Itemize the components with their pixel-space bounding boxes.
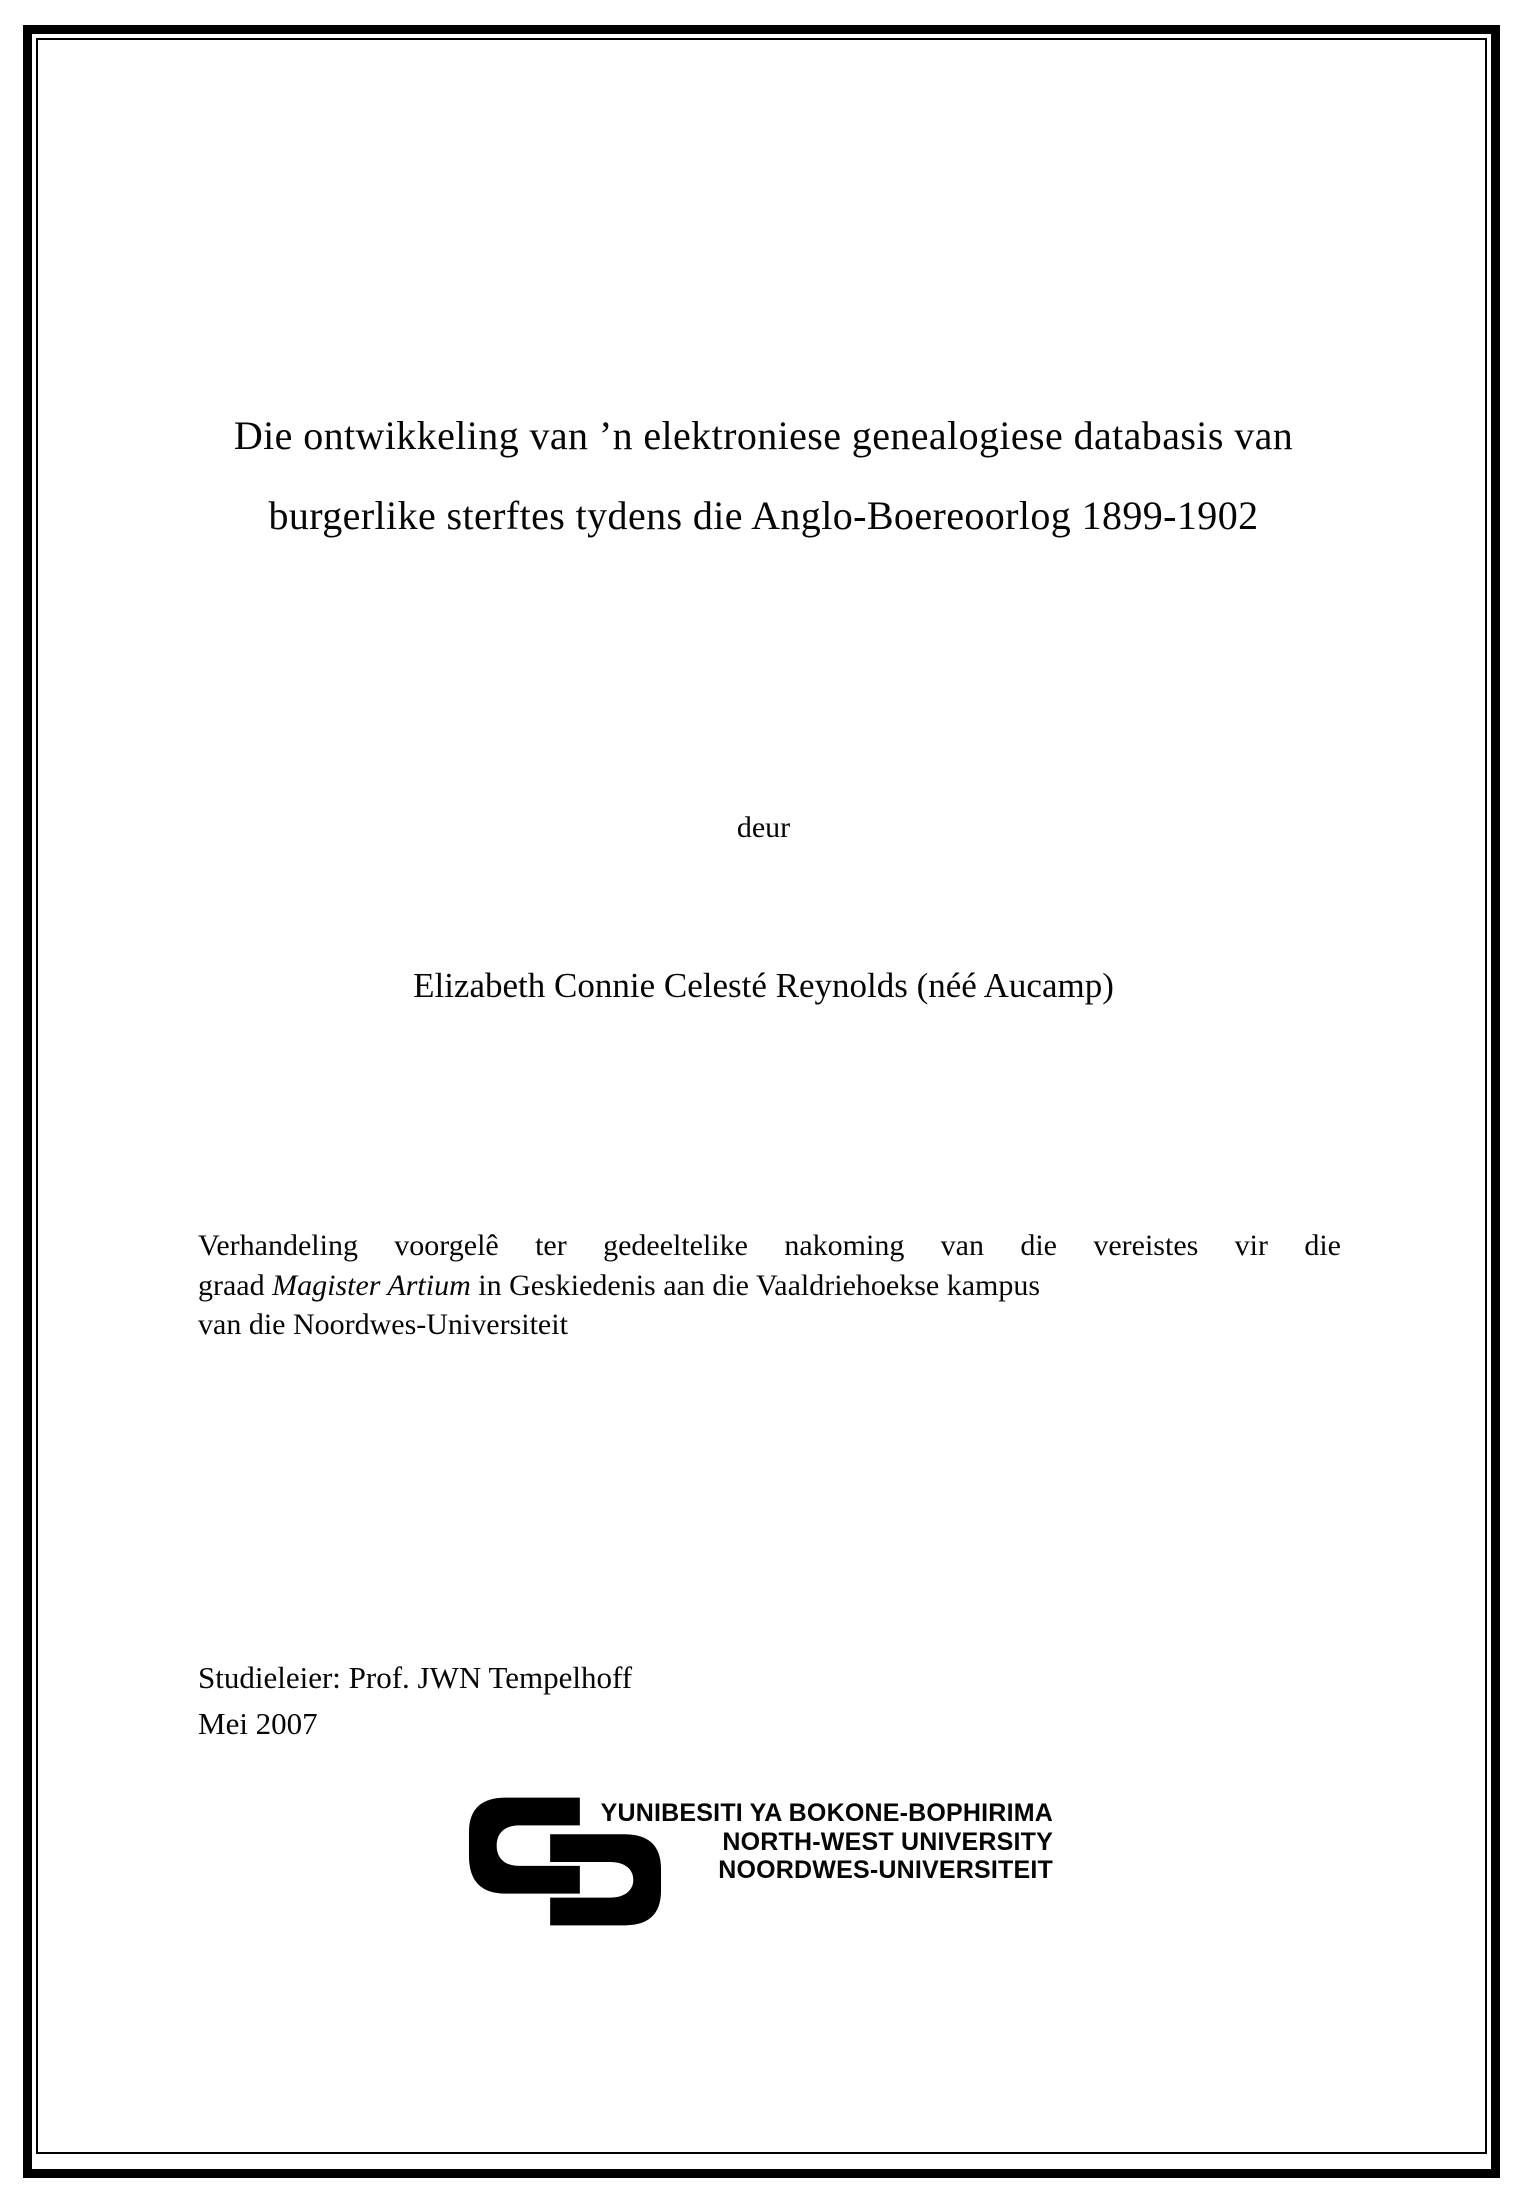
logo-text-english: NORTH-WEST UNIVERSITY [722,1827,1053,1856]
degree-statement-line2-post: in Geskiedenis aan die Vaaldriehoekse kampus [470,1268,1041,1302]
nwu-logo-text [585,1799,1053,1885]
date-line: Mei 2007 [198,1706,318,1741]
supervisor-line: Studieleier: Prof. JWN Tempelhoff [198,1660,633,1695]
thesis-title [110,396,1417,556]
thesis-title-line1: Die ontwikkeling van ’n elektroniese genealogiese databasis van [233,413,1294,458]
author-name: Elizabeth Connie Celesté Reynolds (néé Aucamp) [413,966,1114,1005]
logo-text-setswana: YUNIBESITI YA BOKONE-BOPHIRIMA [600,1799,1053,1827]
logo-text-afrikaans: NOORDWES-UNIVERSITEIT [718,1856,1053,1884]
degree-statement-line2-pre: graad [198,1268,273,1302]
thesis-title-line2: burgerlike sterftes tydens die Anglo-Boereoorlog 1899-1902 [268,493,1259,538]
degree-name-italic: Magister Artium [272,1268,471,1302]
degree-statement-line1: Verhandeling voorgelê ter gedeeltelike nakoming van die vereistes vir die [198,1229,1341,1262]
degree-statement [198,1226,1341,1345]
byline-deur: deur [736,811,791,844]
degree-statement-line3: van die Noordwes-Universiteit [198,1308,568,1341]
degree-statement-line2 [198,1266,1341,1306]
